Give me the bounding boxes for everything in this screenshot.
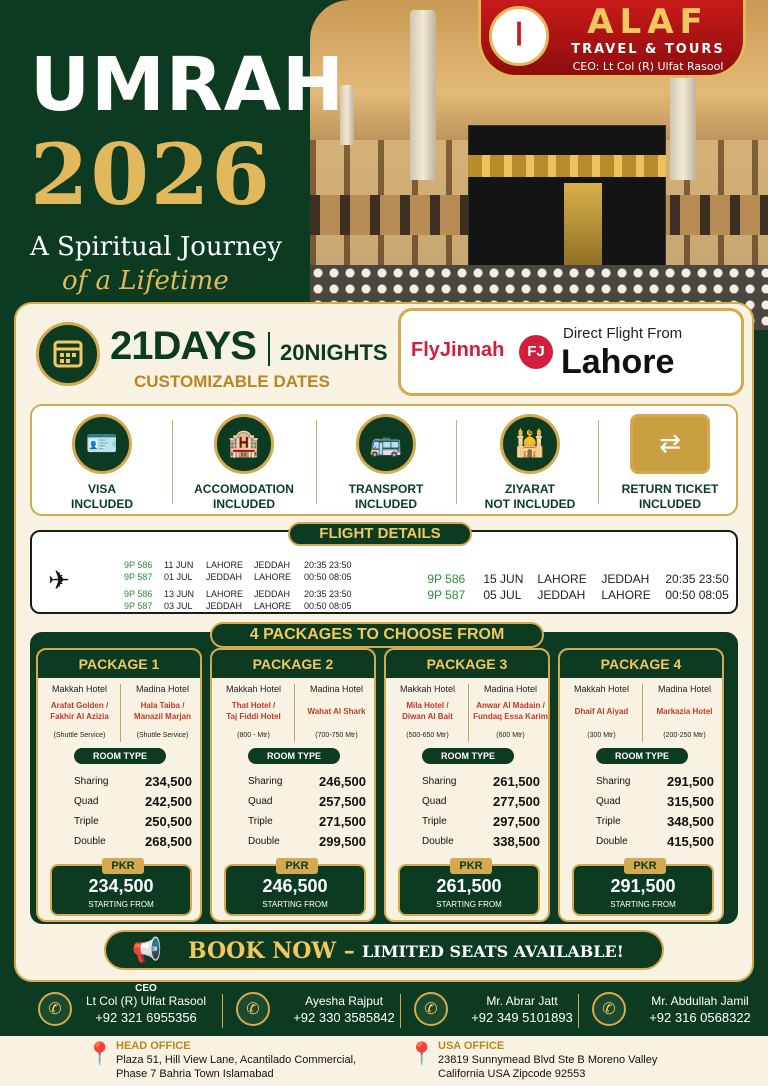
phone-icon: ✆ (236, 992, 270, 1026)
logo-subtitle: TRAVEL & TOURS (571, 42, 725, 57)
rate-label: Sharing (422, 776, 457, 787)
flight-date: 13 JUN (164, 589, 195, 599)
flight-code: 9P 587 (124, 601, 153, 611)
tagline-2: of a Lifetime (62, 266, 229, 296)
flight-details-title: FLIGHT DETAILS (288, 522, 472, 546)
office-title: USA OFFICE (438, 1040, 505, 1052)
feature-accommodation (174, 406, 314, 518)
madina-distance: (Shuttle Service) (136, 732, 189, 739)
id-card-icon: 🪪 (72, 414, 132, 474)
rate-value: 297,500 (493, 814, 540, 829)
company-logo[interactable] (478, 0, 746, 78)
package-card[interactable] (36, 648, 202, 922)
room-type-label: ROOM TYPE (422, 748, 514, 764)
mosque-icon: 🕌 (500, 414, 560, 474)
makkah-distance: (300 Mtr) (587, 732, 616, 739)
flight-from: JEDDAH (206, 572, 243, 582)
contact-role: CEO (135, 983, 157, 994)
flight-date: 11 JUN (164, 560, 194, 570)
contact-name: Ayesha Rajput (305, 994, 383, 1008)
makkah-hotel: Mila Hotel / Diwan Al Bait (402, 701, 453, 721)
departure-city: Lahore (561, 343, 675, 381)
contact-name: Lt Col (R) Ulfat Rasool (85, 994, 207, 1008)
flight-date: 05 JUL (483, 588, 522, 602)
airline-name: FlyJinnah (411, 339, 505, 361)
rate-label: Sharing (596, 776, 631, 787)
features-strip (30, 404, 738, 516)
price-value: 291,500 (610, 876, 676, 896)
rate-label: Triple (74, 816, 99, 827)
flight-from: JEDDAH (206, 601, 243, 611)
flight-date: 15 JUN (483, 572, 524, 586)
calendar-icon (36, 322, 100, 386)
madina-hotel-label: Madina Hotel (483, 684, 538, 694)
package-card[interactable] (558, 648, 724, 922)
phone-icon: ✆ (414, 992, 448, 1026)
rate-label: Sharing (248, 776, 283, 787)
currency: PKR (450, 858, 492, 874)
flight-info-box (398, 308, 744, 396)
contact-item[interactable] (586, 984, 768, 1036)
starting-from: STARTING FROM (262, 900, 328, 909)
limited-seats-label: LIMITED SEATS AVAILABLE! (362, 942, 624, 961)
bus-icon: 🚌 (356, 414, 416, 474)
phone-icon: ✆ (38, 992, 72, 1026)
flight-from: LAHORE (206, 589, 244, 599)
phone-icon: ✆ (592, 992, 626, 1026)
ticket-icon: ⇄ (630, 414, 710, 474)
madina-distance: (700-750 Mtr) (315, 732, 358, 739)
rate-label: Triple (248, 816, 273, 827)
megaphone-icon: 📢 (132, 936, 162, 964)
currency: PKR (276, 858, 318, 874)
contact-name: Mr. Abdullah Jamil (651, 994, 749, 1008)
logo-ceo: CEO: Lt Col (R) Ulfat Rasool (572, 60, 724, 73)
package-name: PACKAGE 3 (386, 650, 548, 678)
feature-transport (316, 406, 456, 518)
feature-label: RETURN TICKET INCLUDED (621, 482, 719, 511)
divider (222, 994, 223, 1028)
flight-to: LAHORE (601, 588, 651, 602)
direct-flight-label: Direct Flight From (563, 325, 683, 342)
price-value: 261,500 (436, 876, 502, 896)
customizable-dates: CUSTOMIZABLE DATES (134, 372, 330, 391)
makkah-distance: (500-650 Mtr) (406, 732, 449, 739)
rate-label: Double (248, 836, 280, 847)
rate-label: Quad (596, 796, 621, 807)
madina-hotel-label: Madina Hotel (657, 684, 712, 694)
contact-item[interactable] (230, 984, 420, 1036)
madina-hotel: Hala Taiba / Manazil Marjan (134, 701, 191, 721)
feature-label: ZIYARAT NOT INCLUDED (484, 482, 576, 511)
rate-label: Quad (248, 796, 273, 807)
price-box (398, 860, 540, 916)
flight-code: 9P 586 (427, 572, 466, 586)
madina-hotel: Wahat Al Shark (307, 707, 366, 716)
rate-label: Double (74, 836, 106, 847)
starting-from: STARTING FROM (610, 900, 676, 909)
flight-to: LAHORE (254, 601, 292, 611)
flight-from: LAHORE (537, 572, 587, 586)
price-box (224, 860, 366, 916)
hotel-icon: 🏨 (214, 414, 274, 474)
feature-label: VISA INCLUDED (71, 482, 133, 511)
makkah-hotel-label: Makkah Hotel (573, 684, 630, 694)
makkah-hotel: That Hotel / Taj Fiddi Hotel (226, 701, 281, 721)
price-box (50, 860, 192, 916)
flight-time: 20:35 23:50 (304, 560, 352, 570)
rate-value: 277,500 (493, 794, 540, 809)
currency: PKR (624, 858, 666, 874)
feature-label: TRANSPORT INCLUDED (348, 482, 424, 511)
price-value: 246,500 (262, 876, 328, 896)
contact-phone[interactable]: +92 330 3585842 (293, 1010, 395, 1025)
airplane-icon: ✈ (48, 566, 70, 596)
office-address: Phase 7 Bahria Town Islamabad (116, 1068, 274, 1080)
rate-value: 348,500 (667, 814, 714, 829)
madina-hotel-label: Madina Hotel (135, 684, 190, 694)
rate-value: 299,500 (319, 834, 366, 849)
minaret-right (670, 70, 696, 180)
flight-code: 9P 587 (124, 572, 153, 582)
rate-value: 315,500 (667, 794, 714, 809)
rate-value: 271,500 (319, 814, 366, 829)
madina-hotel: Markazia Hotel (656, 707, 713, 716)
offices-bar (0, 1036, 768, 1086)
divider (578, 994, 579, 1028)
book-now-label: BOOK NOW – (188, 938, 355, 964)
rate-label: Triple (422, 816, 447, 827)
flight-to: LAHORE (254, 572, 292, 582)
feature-label: ACCOMODATION INCLUDED (194, 482, 294, 511)
flight-time: 20:35 23:50 (665, 572, 729, 586)
makkah-hotel: Dhaif Al Aiyad (574, 707, 629, 716)
rate-value: 268,500 (145, 834, 192, 849)
office-address: California USA Zipcode 92553 (438, 1068, 586, 1080)
flight-code: 9P 586 (124, 589, 153, 599)
madina-hotel-label: Madina Hotel (309, 684, 364, 694)
makkah-distance: (800 - Mtr) (237, 732, 270, 739)
makkah-hotel-label: Makkah Hotel (225, 684, 282, 694)
contact-ceo[interactable] (32, 984, 222, 1036)
office-address: 23819 Sunnymead Blvd Ste B Moreno Valley (438, 1054, 658, 1066)
currency: PKR (102, 858, 144, 874)
logo-emblem-icon: ا (489, 6, 549, 66)
room-type-label: ROOM TYPE (74, 748, 166, 764)
kaaba (468, 125, 666, 275)
rate-label: Double (422, 836, 454, 847)
feature-return-ticket (600, 406, 740, 518)
makkah-hotel-label: Makkah Hotel (399, 684, 456, 694)
makkah-distance: (Shuttle Service) (53, 732, 106, 739)
feature-ziyarat (460, 406, 600, 518)
makkah-hotel-label: Makkah Hotel (51, 684, 108, 694)
kaaba-band (468, 155, 666, 177)
minaret-left (410, 10, 436, 180)
starting-from: STARTING FROM (88, 900, 154, 909)
flight-from: LAHORE (206, 560, 244, 570)
madina-hotel: Anwar Al Madain / Fundaq Essa Karim (473, 701, 548, 721)
title-year: 2026 (30, 125, 272, 224)
package-card[interactable] (384, 648, 550, 922)
divider (400, 994, 401, 1028)
divider (172, 420, 173, 504)
room-type-label: ROOM TYPE (596, 748, 688, 764)
rate-value: 234,500 (145, 774, 192, 789)
flight-date: 01 JUL (164, 572, 193, 582)
makkah-hotel: Arafat Golden / Fakhir Al Azizia (50, 701, 109, 721)
contact-phone[interactable]: +92 316 0568322 (649, 1010, 751, 1025)
contact-item[interactable] (408, 984, 598, 1036)
rate-value: 338,500 (493, 834, 540, 849)
packages-title: 4 PACKAGES TO CHOOSE FROM (210, 622, 544, 648)
rate-label: Quad (422, 796, 447, 807)
rate-value: 291,500 (667, 774, 714, 789)
room-type-label: ROOM TYPE (248, 748, 340, 764)
package-name: PACKAGE 2 (212, 650, 374, 678)
flight-time: 00:50 08:05 (304, 601, 352, 611)
rate-label: Quad (74, 796, 99, 807)
divider (598, 420, 599, 504)
days-count: 21DAYS (110, 324, 256, 368)
location-pin-icon: 📍 (408, 1042, 436, 1067)
airline-badge-icon: FJ (519, 335, 553, 369)
nights-count: 20NIGHTS (280, 340, 388, 365)
rate-value: 242,500 (145, 794, 192, 809)
rate-label: Double (596, 836, 628, 847)
package-card[interactable] (210, 648, 376, 922)
office-address: Plaza 51, Hill View Lane, Acantilado Commercial, (116, 1054, 357, 1066)
rate-value: 246,500 (319, 774, 366, 789)
contact-phone[interactable]: +92 321 6955356 (95, 1010, 197, 1025)
rate-value: 250,500 (145, 814, 192, 829)
rate-value: 261,500 (493, 774, 540, 789)
package-name: PACKAGE 1 (38, 650, 200, 678)
feature-visa (32, 406, 172, 518)
tagline-1: A Spiritual Journey (30, 232, 282, 262)
rate-label: Sharing (74, 776, 109, 787)
contact-phone[interactable]: +92 349 5101893 (471, 1010, 573, 1025)
kaaba-door (564, 183, 602, 273)
flight-code: 9P 586 (124, 560, 153, 570)
flight-time: 00:50 08:05 (304, 572, 352, 582)
madina-distance: (200-250 Mtr) (663, 732, 706, 739)
flight-time: 20:35 23:50 (304, 589, 352, 599)
flight-from: JEDDAH (537, 588, 586, 602)
title-umrah: UMRAH (30, 42, 345, 128)
flight-row (114, 591, 352, 621)
price-box (572, 860, 714, 916)
flight-to: JEDDAH (601, 572, 650, 586)
flight-row (414, 574, 729, 616)
office-title: HEAD OFFICE (116, 1040, 191, 1052)
starting-from: STARTING FROM (436, 900, 502, 909)
flight-time: 00:50 08:05 (665, 588, 729, 602)
logo-name: ALAF (587, 2, 709, 42)
divider (268, 332, 270, 366)
madina-distance: (600 Mtr) (496, 732, 525, 739)
contact-name: Mr. Abrar Jatt (486, 994, 558, 1008)
rate-label: Triple (596, 816, 621, 827)
flight-to: JEDDAH (254, 589, 291, 599)
rate-value: 415,500 (667, 834, 714, 849)
flight-to: JEDDAH (254, 560, 291, 570)
package-name: PACKAGE 4 (560, 650, 722, 678)
flight-code: 9P 587 (427, 588, 466, 602)
price-value: 234,500 (88, 876, 154, 896)
book-now-button[interactable] (104, 930, 664, 970)
divider (456, 420, 457, 504)
flight-date: 03 JUL (164, 601, 193, 611)
contacts-bar (0, 984, 768, 1036)
rate-value: 257,500 (319, 794, 366, 809)
location-pin-icon: 📍 (86, 1042, 114, 1067)
